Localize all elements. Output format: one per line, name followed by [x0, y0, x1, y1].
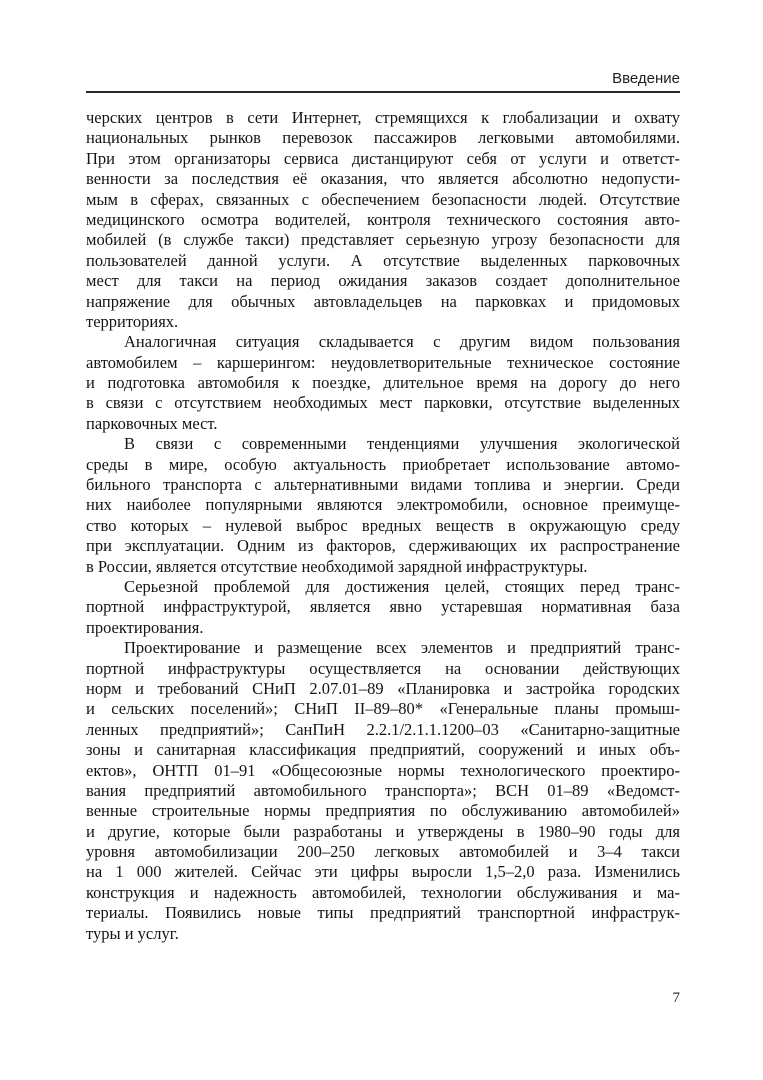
text-line: портной инфраструктурой, является явно устаревшая нормативная база — [86, 597, 680, 617]
page-number: 7 — [672, 990, 680, 1006]
text-line: среды в мире, особую актуальность приобретает использование автомо- — [86, 454, 680, 474]
text-line: уровня автомобилизации 200–250 легковых автомобилей и 3–4 такси — [86, 842, 680, 862]
text-line: туры и услуг. — [86, 923, 179, 943]
text-line: мобилей (в службе такси) представляет серьезную угрозу безопасности для — [86, 230, 680, 250]
text-line: проектирования. — [86, 617, 204, 637]
text-line: конструкция и надежность автомобилей, технологии обслуживания и ма- — [86, 882, 680, 902]
text-line: мест для такси на период ожидания заказов создает дополнительное — [86, 271, 680, 291]
text-line: Аналогичная ситуация складывается с другим видом пользования — [124, 332, 680, 352]
text-line: ектов», ОНТП 01–91 «Общесоюзные нормы технологического проектиро- — [86, 760, 680, 780]
text-line: ство которых – нулевой выброс вредных веществ в окружающую среду — [86, 515, 680, 535]
text-line: автомобилем – каршерингом: неудовлетворительные техническое состояние — [86, 352, 680, 372]
text-line: национальных рынков перевозок пассажиров легковыми автомобилями. — [86, 128, 680, 148]
text-line: териалы. Появились новые типы предприятий транспортной инфраструк- — [86, 903, 680, 923]
paragraph — [86, 108, 680, 332]
text-line: в связи с отсутствием необходимых мест парковки, отсутствие выделенных — [86, 393, 680, 413]
running-header: Введение — [612, 70, 680, 87]
text-line: медицинского осмотра водителей, контроля технического состояния авто- — [86, 209, 680, 229]
text-line: и сельских поселений»; СНиП II–89–80* «Генеральные планы промыш- — [86, 699, 680, 719]
text-line: При этом организаторы сервиса дистанцируют себя от услуги и ответст- — [86, 148, 680, 168]
text-line: бильного транспорта с альтернативными видами топлива и энергии. Среди — [86, 475, 680, 495]
text-line: ленных предприятий»; СанПиН 2.2.1/2.1.1.1200–03 «Санитарно-защитные — [86, 719, 680, 739]
text-line: В связи с современными тенденциями улучшения экологической — [124, 434, 680, 454]
text-line: пользователей данной услуги. А отсутствие выделенных парковочных — [86, 250, 680, 270]
text-line: при эксплуатации. Одним из факторов, сдерживающих их распространение — [86, 536, 680, 556]
text-line: Проектирование и размещение всех элементов и предприятий транс- — [124, 638, 680, 658]
text-line: мым в сферах, связанных с обеспечением безопасности людей. Отсутствие — [86, 189, 680, 209]
text-line: и подготовка автомобиля к поездке, длительное время на дорогу до него — [86, 373, 680, 393]
text-line: вания предприятий автомобильного транспорта»; ВСН 01–89 «Ведомст- — [86, 780, 680, 800]
text-line: черских центров в сети Интернет, стремящихся к глобализации и охвату — [86, 108, 680, 127]
text-line: венные строительные нормы предприятия по обслуживанию автомобилей» — [86, 801, 680, 821]
paragraph — [86, 577, 680, 638]
text-line: территориях. — [86, 311, 179, 331]
text-line: на 1 000 жителей. Сейчас эти цифры выросли 1,5–2,0 раза. Изменились — [86, 862, 680, 882]
text-line: портной инфраструктуры осуществляется на основании действующих — [86, 658, 680, 678]
paragraph — [86, 434, 680, 577]
text-line: и другие, которые были разработаны и утверждены в 1980–90 годы для — [86, 821, 680, 841]
paragraph — [86, 638, 680, 944]
header-rule — [86, 91, 680, 93]
text-line: норм и требований СНиП 2.07.01–89 «Планировка и застройка городских — [86, 678, 680, 698]
text-line: венности за последствия её оказания, что является абсолютно недопусти- — [86, 169, 680, 189]
paragraph — [86, 332, 680, 434]
text-line: них наиболее популярными являются электромобили, основное преимуще- — [86, 495, 680, 515]
text-line: парковочных мест. — [86, 413, 218, 433]
page-body — [86, 108, 680, 944]
text-line: зоны и санитарная классификация предприятий, сооружений и иных объ- — [86, 740, 680, 760]
text-line: напряжение для обычных автовладельцев на парковках и придомовых — [86, 291, 680, 311]
text-line: в России, является отсутствие необходимой зарядной инфраструктуры. — [86, 556, 588, 576]
text-line: Серьезной проблемой для достижения целей, стоящих перед транс- — [124, 576, 680, 596]
